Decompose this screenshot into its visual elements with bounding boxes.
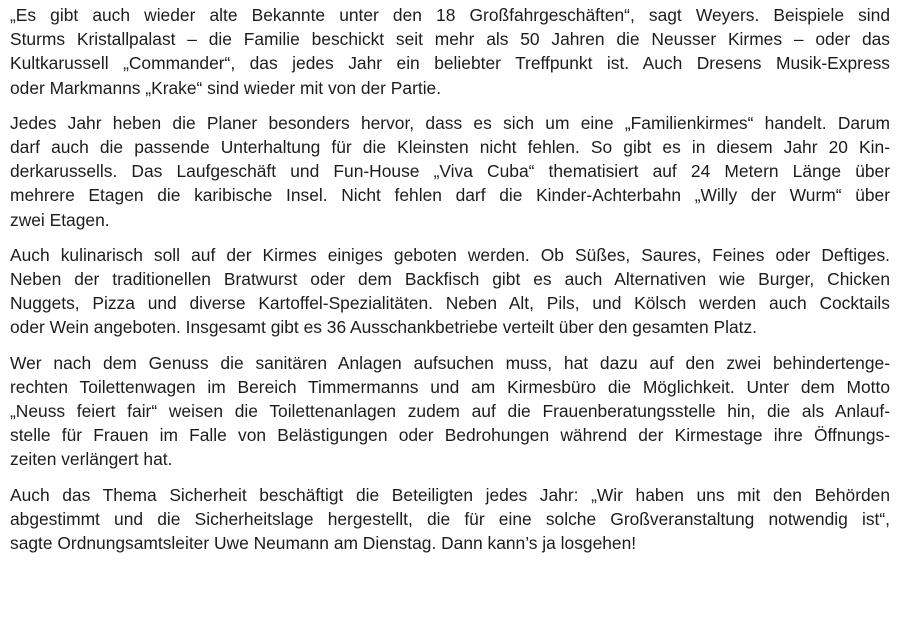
text-line: Kultkarussell „Commander“, das jedes Jahr ein beliebter Treffpunkt ist. Auch Dresens Musik-Express xyxy=(10,53,890,74)
text-line: stelle für Frauen im Falle von Belästigungen oder Bedrohungen während der Kirmestage ihre Öffnungs- xyxy=(10,425,890,446)
text-line: darf auch die passende Unterhaltung für die Kleinsten nicht fehlen. So gibt es in diesem Jahr 20 Kin- xyxy=(10,137,890,158)
text-line: mehrere Etagen die karibische Insel. Nicht fehlen darf die Kinder-Achterbahn „Willy der Wurm“ über xyxy=(10,185,890,206)
text-line: Neben der traditionellen Bratwurst oder dem Backfisch gibt es auch Alternativen wie Burger, Chicken xyxy=(10,269,890,290)
paragraph-security xyxy=(10,483,890,556)
text-line: Jedes Jahr heben die Planer besonders hervor, dass es sich um eine „Familienkirmes“ handelt. Darum xyxy=(10,112,890,133)
text-line: Auch das Thema Sicherheit beschäftigt die Beteiligten jedes Jahr: „Wir haben uns mit den Behörden xyxy=(10,484,890,505)
text-line: zwei Etagen. xyxy=(10,209,110,230)
text-line: Sturms Kristallpalast – die Familie beschickt seit mehr als 50 Jahren die Neusser Kirmes – oder das xyxy=(10,29,890,50)
text-line: „Es gibt auch wieder alte Bekannte unter den 18 Großfahrgeschäften“, sagt Weyers. Beispiele sind xyxy=(10,5,890,25)
text-line: „Neuss feiert fair“ weisen die Toilettenanlagen zudem auf die Frauenberatungsstelle hin, die als Anlauf- xyxy=(10,401,890,422)
article-body xyxy=(10,3,890,566)
text-line: oder Markmanns „Krake“ sind wieder mit von der Partie. xyxy=(10,77,442,98)
text-line: sagte Ordnungsamtsleiter Uwe Neumann am Dienstag. Dann kann’s ja losgehen! xyxy=(10,533,637,554)
paragraph-sanitary xyxy=(10,351,890,472)
paragraph-family-fair xyxy=(10,111,890,232)
text-line: rechten Toilettenwagen im Bereich Timmermanns und am Kirmesbüro die Möglichkeit. Unter dem Motto xyxy=(10,376,890,397)
text-line: zeiten verlängert hat. xyxy=(10,449,173,470)
text-line: derkarussells. Das Laufgeschäft und Fun-House „Viva Cuba“ thematisiert auf 24 Metern Länge über xyxy=(10,161,890,182)
paragraph-food xyxy=(10,243,890,340)
text-line: Wer nach dem Genuss die sanitären Anlagen aufsuchen muss, hat dazu auf den zwei behindertenge- xyxy=(10,352,890,373)
text-line: Auch kulinarisch soll auf der Kirmes einiges geboten werden. Ob Süßes, Saures, Feines oder Deftiges. xyxy=(10,244,890,265)
paragraph-attractions xyxy=(10,3,890,100)
text-line: abgestimmt und die Sicherheitslage hergestellt, die für eine solche Großveranstaltung notwendig ist“, xyxy=(10,508,890,529)
text-line: Nuggets, Pizza und diverse Kartoffel-Spezialitäten. Neben Alt, Pils, und Kölsch werden auch Cocktails xyxy=(10,293,890,314)
text-line: oder Wein angeboten. Insgesamt gibt es 36 Ausschankbetriebe verteilt über den gesamten Platz. xyxy=(10,317,757,338)
